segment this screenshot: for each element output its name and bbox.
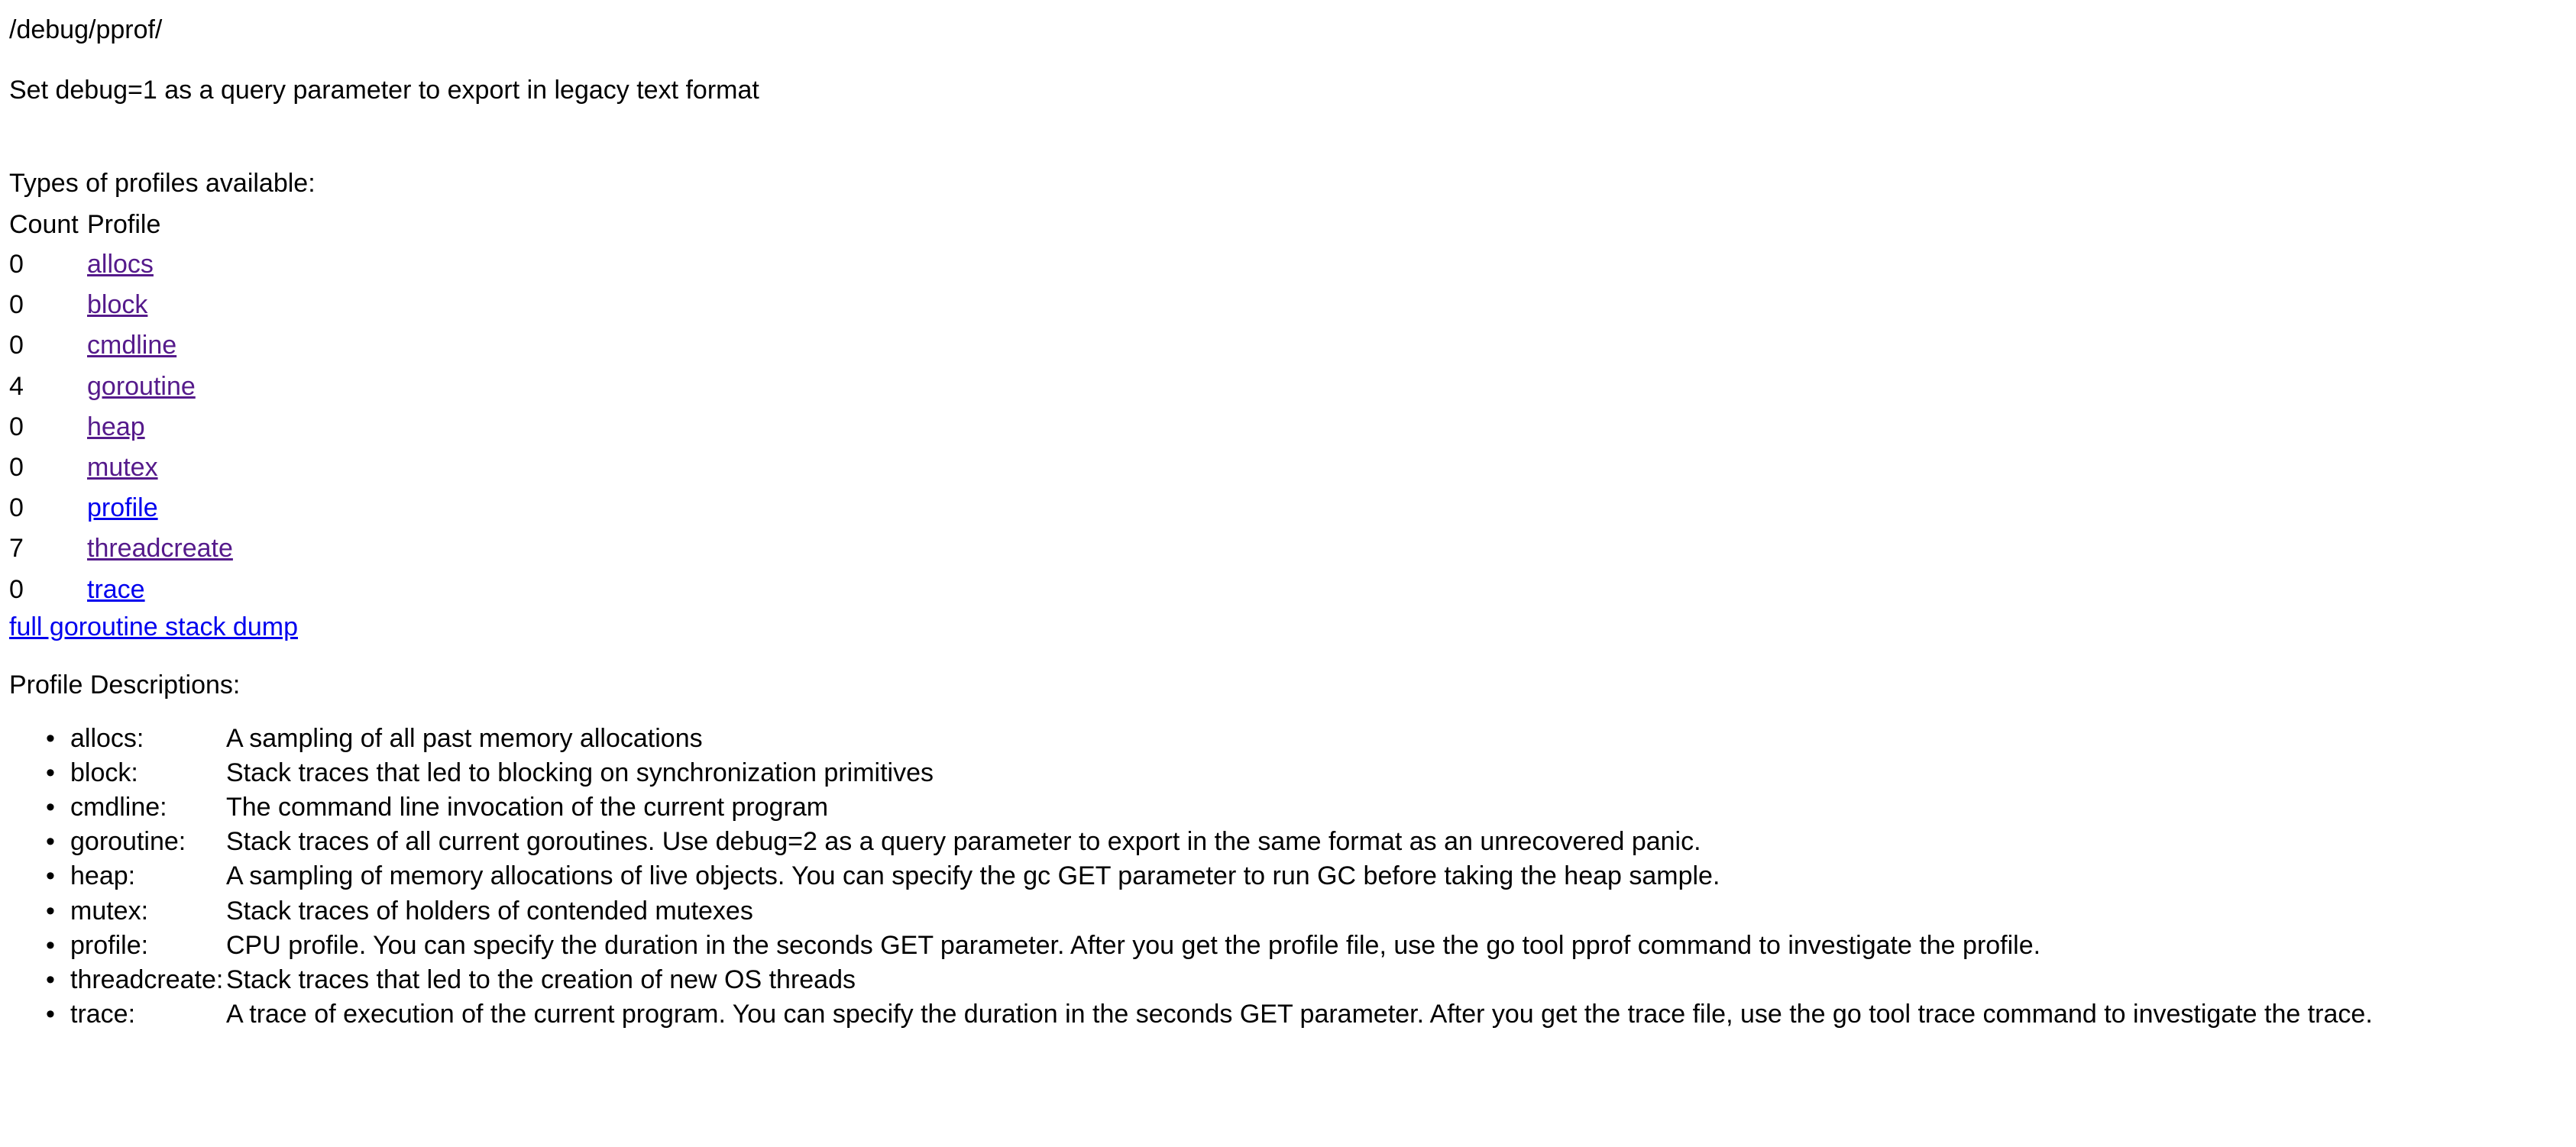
bullet-icon: • [46,965,55,994]
descriptions-heading: Profile Descriptions: [9,670,241,700]
table-header-row [9,205,233,244]
table-row [9,244,233,285]
list-item [46,825,2561,859]
list-item [46,722,2561,756]
profile-descriptions-list [9,722,2561,1032]
profile-link-threadcreate[interactable]: threadcreate [87,534,233,564]
table-row [9,285,233,325]
profile-count: 7 [9,534,24,564]
description-name: threadcreate: [70,965,224,994]
description-text: A sampling of all past memory allocations [226,723,703,753]
profile-count: 0 [9,493,24,523]
description-name: trace: [70,1000,136,1029]
profile-count: 0 [9,250,24,279]
pprof-index-page [9,14,2561,1032]
profile-link-goroutine[interactable]: goroutine [87,371,196,401]
description-name: allocs: [70,723,144,753]
bullet-icon: • [46,930,55,960]
bullet-icon: • [46,1000,55,1029]
description-text: Stack traces that led to blocking on synchronization primitives [226,758,934,787]
types-heading: Types of profiles available: [9,169,316,198]
profiles-table [5,205,238,610]
list-item [46,963,2561,997]
profile-link-cmdline[interactable]: cmdline [87,331,177,360]
list-item [46,997,2561,1032]
profile-column-header: Profile [87,210,161,239]
description-name: goroutine: [70,827,186,857]
description-text: Stack traces that led to the creation of new OS threads [226,965,856,994]
profile-count: 0 [9,453,24,483]
description-text: Stack traces of all current goroutines. Use debug=2 as a query parameter to export in the same format as an unrecovered panic. [226,827,1701,857]
list-item [46,894,2561,929]
bullet-icon: • [46,896,55,926]
bullet-icon: • [46,861,55,891]
profile-link-mutex[interactable]: mutex [87,453,158,483]
full-goroutine-dump-link[interactable]: full goroutine stack dump [9,612,298,641]
description-text: The command line invocation of the current program [226,793,829,822]
profile-count: 4 [9,371,24,401]
bullet-icon: • [46,827,55,857]
description-text: CPU profile. You can specify the duration in the seconds GET parameter. After you get the profile file, use the go tool pprof command to investigate the profile. [226,930,2041,960]
description-name: cmdline: [70,793,167,822]
profile-link-allocs[interactable]: allocs [87,250,154,279]
intro-text: Set debug=1 as a query parameter to export in legacy text format [9,76,759,105]
description-name: profile: [70,930,149,960]
profile-count: 0 [9,412,24,441]
table-row [9,570,233,610]
table-row [9,447,233,488]
table-row [9,528,233,569]
profile-link-trace[interactable]: trace [87,574,145,604]
profile-count: 0 [9,331,24,360]
list-item [46,859,2561,893]
description-text: Stack traces of holders of contended mutexes [226,896,753,926]
table-row [9,407,233,447]
profile-link-profile[interactable]: profile [87,493,158,523]
profile-count: 0 [9,290,24,320]
profile-link-block[interactable]: block [87,290,148,320]
bullet-icon: • [46,758,55,787]
bullet-icon: • [46,793,55,822]
description-name: mutex: [70,896,149,926]
page-title: /debug/pprof/ [9,15,163,44]
list-item [46,929,2561,963]
list-item [46,756,2561,790]
description-text: A sampling of memory allocations of live objects. You can specify the gc GET parameter to run GC before taking the heap sample. [226,861,1720,891]
table-row [9,488,233,528]
table-row [9,367,233,407]
description-name: block: [70,758,138,787]
bullet-icon: • [46,723,55,753]
table-row [9,325,233,366]
profile-link-heap[interactable]: heap [87,412,145,441]
profile-count: 0 [9,574,24,604]
description-name: heap: [70,861,136,891]
list-item [46,790,2561,825]
count-column-header: Count [9,210,79,239]
description-text: A trace of execution of the current program. You can specify the duration in the seconds GET parameter. After you get the trace file, use the go tool trace command to investigate the trace. [226,1000,2373,1029]
